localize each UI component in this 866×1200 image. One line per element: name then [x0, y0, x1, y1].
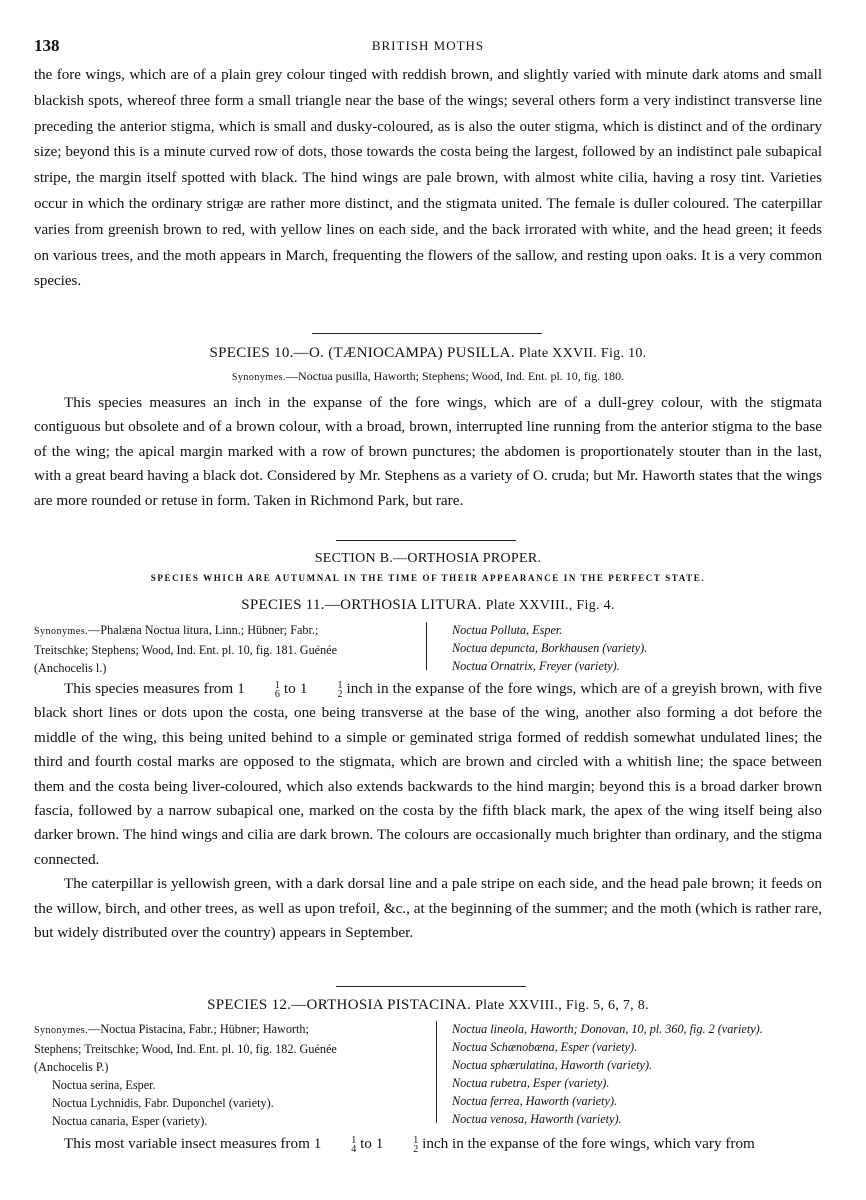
synonym-line: Treitschke; Stephens; Wood, Ind. Ent. pl. 10, fig. 181. Guénée [34, 643, 337, 657]
synonym-line: Noctua lineola, Haworth; Donovan, 10, pl. 360, fig. 2 (variety). [452, 1022, 763, 1036]
divider-rule [312, 333, 542, 334]
synonym-line: Noctua canaria, Esper (variety). [52, 1114, 208, 1128]
synonym-line: Synonymes.—Noctua Pistacina, Fabr.; Hübner; Haworth; [34, 1022, 309, 1036]
synonym-line: Noctua Polluta, Esper. [452, 623, 563, 637]
divider-rule [336, 540, 516, 541]
species-10-description [34, 391, 822, 513]
synonyms-label: Synonymes. [34, 1025, 89, 1036]
species-11-paragraph-2: The caterpillar is yellowish green, with a dark dorsal line and a pale stripe on each side, and the head pale brown; it feeds on the willow, birch, and other trees, as well as upon trefoil, &c., at the beginning of the summer; and the moth (which is rather rare, but widely distributed over the country) appears in September. [34, 875, 822, 942]
species-11-synonyms-right [452, 621, 822, 675]
species-12-synonyms-right [452, 1020, 822, 1128]
column-divider [426, 622, 427, 670]
synonym-line: Noctua depuncta, Borkhausen (variety). [452, 641, 648, 655]
synonym-line: Noctua rubetra, Esper (variety). [452, 1076, 610, 1090]
synonym-line: Noctua venosa, Haworth (variety). [452, 1112, 622, 1126]
species-12-title: SPECIES 12.—ORTHOSIA PISTACINA. [207, 997, 472, 1013]
synonym-line: (Anchocelis l.) [34, 661, 107, 675]
species-12-synonyms-left [34, 1020, 434, 1130]
synonym-line: Noctua Ornatrix, Freyer (variety). [452, 659, 620, 673]
intro-block [34, 63, 822, 295]
fraction: 1 4 [351, 1134, 357, 1155]
synonym-line: (Anchocelis P.) [34, 1060, 109, 1074]
synonym-line: Noctua Schænobæna, Esper (variety). [452, 1040, 638, 1054]
species-12-heading [34, 997, 822, 1014]
synonym-line: Noctua Lychnidis, Fabr. Duponchel (variety). [52, 1096, 274, 1110]
intro-paragraph: the fore wings, which are of a plain grey colour tinged with reddish brown, and slightly varied with minute dark atoms and small blackish spots, whereof three form a small triangle near the base of the wings; several others form a very indistinct transverse line preceding the anterior stigma, which is small and dusky-coloured, as is also the outer stigma, which is distinct and of the ordinary size; beyond this is a minute curved row of dots, those towards the costa being the largest, followed by an indistinct pale subapical stripe, the margin itself spotted with black. The hind wings are pale brown, with almost white cilia, having a rosy tint. Varieties occur in which the ordinary strigæ are rather more distinct, and the stigmata united. The female is duller coloured. The caterpillar varies from greenish brown to red, with yellow lines on each side, and the back irrorated with white, and the head green; it feeds on various trees, and the moth appears in March, frequenting the flowers of the sallow, and resting upon oaks. It is a very common species. [34, 67, 822, 290]
fraction: 1 2 [413, 1134, 419, 1155]
fraction: 1 6 [274, 679, 280, 700]
fraction: 1 2 [337, 679, 343, 700]
synonym-line: Synonymes.—Phalæna Noctua litura, Linn.; Hübner; Fabr.; [34, 623, 319, 637]
synonym-line: Noctua sphærulatina, Haworth (variety). [452, 1058, 653, 1072]
page-number: 138 [34, 36, 60, 55]
running-title: BRITISH MOTHS [371, 38, 485, 53]
species-11-heading [34, 597, 822, 614]
species-11-title: SPECIES 11.—ORTHOSIA LITURA. [241, 597, 482, 613]
synonym-line: Noctua serina, Esper. [52, 1078, 156, 1092]
synonym-line: Stephens; Treitschke; Wood, Ind. Ent. pl. 10, fig. 182. Guénée [34, 1042, 337, 1056]
species-12-description [34, 1132, 822, 1156]
species-11-plate: Plate XXVIII., Fig. 4. [485, 598, 615, 613]
species-10-synonyms [34, 369, 822, 384]
species-11-synonyms-left [34, 621, 420, 677]
page-header [34, 36, 822, 58]
synonyms-label: Synonymes. [34, 626, 89, 637]
species-10-heading [34, 345, 822, 362]
species-10-plate: Plate XXVII. Fig. 10. [518, 346, 647, 361]
species-10-title: SPECIES 10.—O. (TÆNIOCAMPA) PUSILLA. [209, 345, 515, 361]
synonyms-label: Synonymes. [231, 372, 287, 383]
divider-rule [336, 986, 526, 987]
synonym-line: Noctua ferrea, Haworth (variety). [452, 1094, 618, 1108]
species-12-plate: Plate XXVIII., Fig. 5, 6, 7, 8. [475, 998, 649, 1013]
species-11-description [34, 677, 822, 945]
species-12-paragraph: This most variable insect measures from 1 1 4 to 1 1 2 inch in the expanse of the fore wings, which vary from [64, 1134, 755, 1155]
synonyms-text: —Noctua pusilla, Haworth; Stephens; Wood, Ind. Ent. pl. 10, fig. 180. [286, 369, 625, 383]
species-11-paragraph-1: This species measures from 1 1 6 to 1 1 2 inch in the expanse of the fore wings, which are of a greyish brown, with five black short lines or dots upon the costa, one being transverse at the base of the wing, another also forming a dot before the middle of the wing, this being united behind to a simple or geminated striga formed of reddish somewhat undulated lines; the third and fourth costal marks are opposed to the stigmata, which are brown and circled with a whitish line; the space between them and the costa being liver-coloured, which also extends backwards to the hind margin; beyond this is a broad darker brown fascia, followed by a narrow subapical one, marked on the costa by the fifth black mark, the apex of the wing itself being also darker brown. The hind wings and cilia are dark brown. The colours are occasionally much brighter than ordinary, and the stigma connected. [34, 679, 822, 868]
section-b-subtitle: SPECIES WHICH ARE AUTUMNAL IN THE TIME OF THEIR APPEARANCE IN THE PERFECT STATE. [150, 573, 706, 583]
column-divider [436, 1021, 437, 1123]
species-10-paragraph: This species measures an inch in the expanse of the fore wings, which are of a dull-grey colour, with the stigmata contiguous but obsolete and of a brown colour, with a broad, brown, interrupted line running from the anterior stigma to the base of the wing; the apical margin marked with a row of brown punctures; the abdomen is proportionately stouter than in the last, with a great beard having a black dot. Considered by Mr. Stephens as a variety of O. cruda; but Mr. Haworth states that the wings are more rounded or retuse in form. Taken in Richmond Park, but rare. [34, 394, 822, 509]
section-b-title: SECTION B.—ORTHOSIA PROPER. [314, 551, 542, 566]
